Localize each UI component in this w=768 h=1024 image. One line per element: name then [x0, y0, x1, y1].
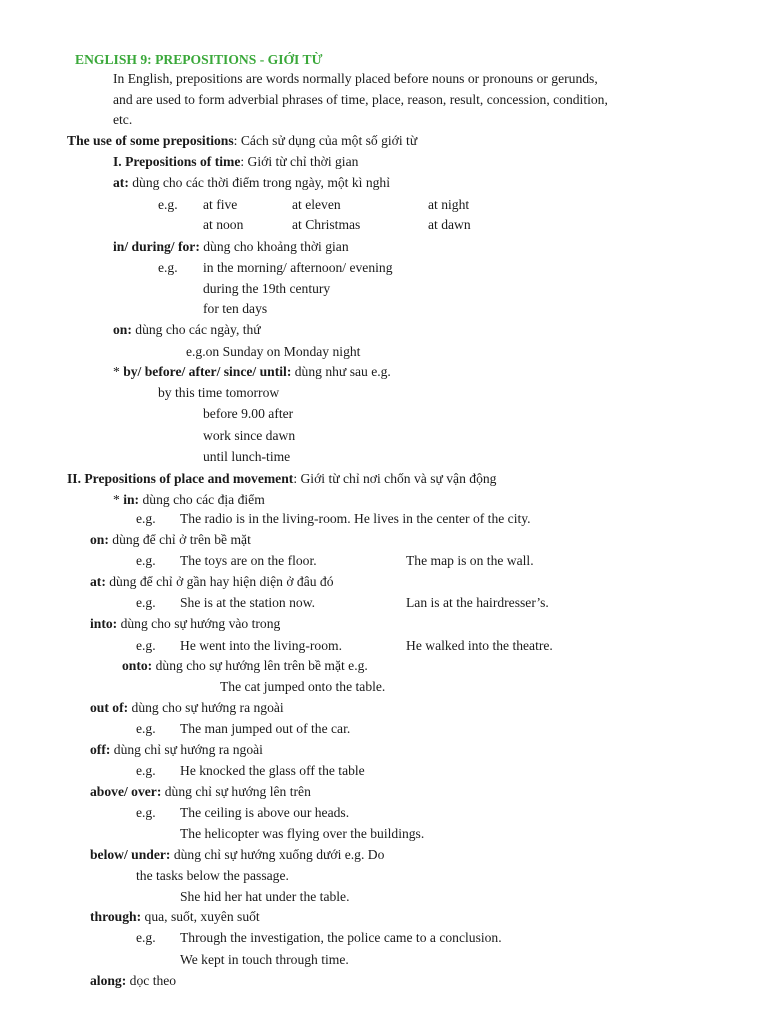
- place-section-heading: II. Prepositions of place and movement: Giới từ chỉ nơi chốn và sự vận động: [67, 471, 497, 486]
- example-line: by this time tomorrow: [158, 385, 280, 400]
- time-in-rule: in/ during/ for: dùng cho khoảng thời gian: [113, 239, 349, 254]
- example-line: The radio is in the living-room. He lives in the center of the city.: [180, 511, 531, 526]
- intro-line-2: and are used to form adverbial phrases of time, place, reason, result, concession, condition,: [113, 92, 608, 107]
- place-onto-rule: onto: dùng cho sự hướng lên trên bề mặt e.g.: [122, 658, 368, 673]
- example-line: The helicopter was flying over the buildings.: [180, 826, 425, 841]
- example-cell: at eleven: [292, 197, 341, 212]
- place-along-rule: along: dọc theo: [90, 973, 177, 988]
- place-at-rule: at: dùng để chỉ ở gần hay hiện diện ở đâu đó: [90, 574, 334, 589]
- example-line: work since dawn: [203, 428, 296, 443]
- example-cell: at dawn: [428, 217, 471, 232]
- eg-label: e.g.: [136, 595, 156, 610]
- example-line: before 9.00 after: [203, 406, 294, 421]
- example-cell: at Christmas: [292, 217, 361, 232]
- example-line: e.g.on Sunday on Monday night: [186, 344, 361, 359]
- eg-label: e.g.: [136, 553, 156, 568]
- place-into-rule: into: dùng cho sự hướng vào trong: [90, 616, 281, 631]
- time-section-heading: I. Prepositions of time: Giới từ chỉ thời gian: [113, 154, 359, 169]
- time-by-rule: * by/ before/ after/ since/ until: dùng như sau e.g.: [113, 364, 391, 379]
- eg-label: e.g.: [136, 721, 156, 736]
- example-line: The toys are on the floor.: [180, 553, 317, 568]
- eg-label: e.g.: [136, 805, 156, 820]
- place-through-rule: through: qua, suốt, xuyên suốt: [90, 909, 260, 924]
- example-line: The man jumped out of the car.: [180, 721, 351, 736]
- eg-label: e.g.: [136, 511, 156, 526]
- time-at-rule: at: dùng cho các thời điểm trong ngày, một kì nghỉ: [113, 175, 391, 190]
- example-cell: at noon: [203, 217, 244, 232]
- example-line: He knocked the glass off the table: [180, 763, 365, 778]
- example-line: the tasks below the passage.: [136, 868, 289, 883]
- example-line: in the morning/ afternoon/ evening: [203, 260, 393, 275]
- time-on-rule: on: dùng cho các ngày, thứ: [113, 322, 261, 337]
- place-in-rule: * in: dùng cho các địa điểm: [113, 492, 265, 507]
- eg-label: e.g.: [136, 763, 156, 778]
- example-line: Lan is at the hairdresser’s.: [406, 595, 549, 610]
- example-cell: at five: [203, 197, 238, 212]
- example-line: The ceiling is above our heads.: [180, 805, 350, 820]
- example-cell: at night: [428, 197, 470, 212]
- example-line: He walked into the theatre.: [406, 638, 553, 653]
- use-heading: The use of some prepositions: Cách sử dụng của một số giới từ: [67, 133, 418, 148]
- intro-line-3: etc.: [113, 112, 133, 127]
- place-above-rule: above/ over: dùng chỉ sự hướng lên trên: [90, 784, 311, 799]
- eg-label: e.g.: [158, 260, 178, 275]
- example-line: The cat jumped onto the table.: [220, 679, 386, 694]
- example-line: for ten days: [203, 301, 268, 316]
- example-line: She is at the station now.: [180, 595, 316, 610]
- eg-label: e.g.: [136, 638, 156, 653]
- example-line: during the 19th century: [203, 281, 331, 296]
- intro-line-1: In English, prepositions are words normally placed before nouns or pronouns or gerunds,: [113, 71, 598, 86]
- place-on-rule: on: dùng để chỉ ở trên bề mặt: [90, 532, 251, 547]
- example-line: He went into the living-room.: [180, 638, 342, 653]
- eg-label: e.g.: [136, 930, 156, 945]
- place-below-rule: below/ under: dùng chỉ sự hướng xuống dưới e.g. Do: [90, 847, 385, 862]
- place-outof-rule: out of: dùng cho sự hướng ra ngoài: [90, 700, 284, 715]
- page-title: ENGLISH 9: PREPOSITIONS - GIỚI TỪ: [75, 52, 323, 67]
- example-line: She hid her hat under the table.: [180, 889, 350, 904]
- example-line: We kept in touch through time.: [180, 952, 349, 967]
- example-line: until lunch-time: [203, 449, 291, 464]
- eg-label: e.g.: [158, 197, 178, 212]
- place-off-rule: off: dùng chỉ sự hướng ra ngoài: [90, 742, 263, 757]
- example-line: The map is on the wall.: [406, 553, 534, 568]
- example-line: Through the investigation, the police came to a conclusion.: [180, 930, 502, 945]
